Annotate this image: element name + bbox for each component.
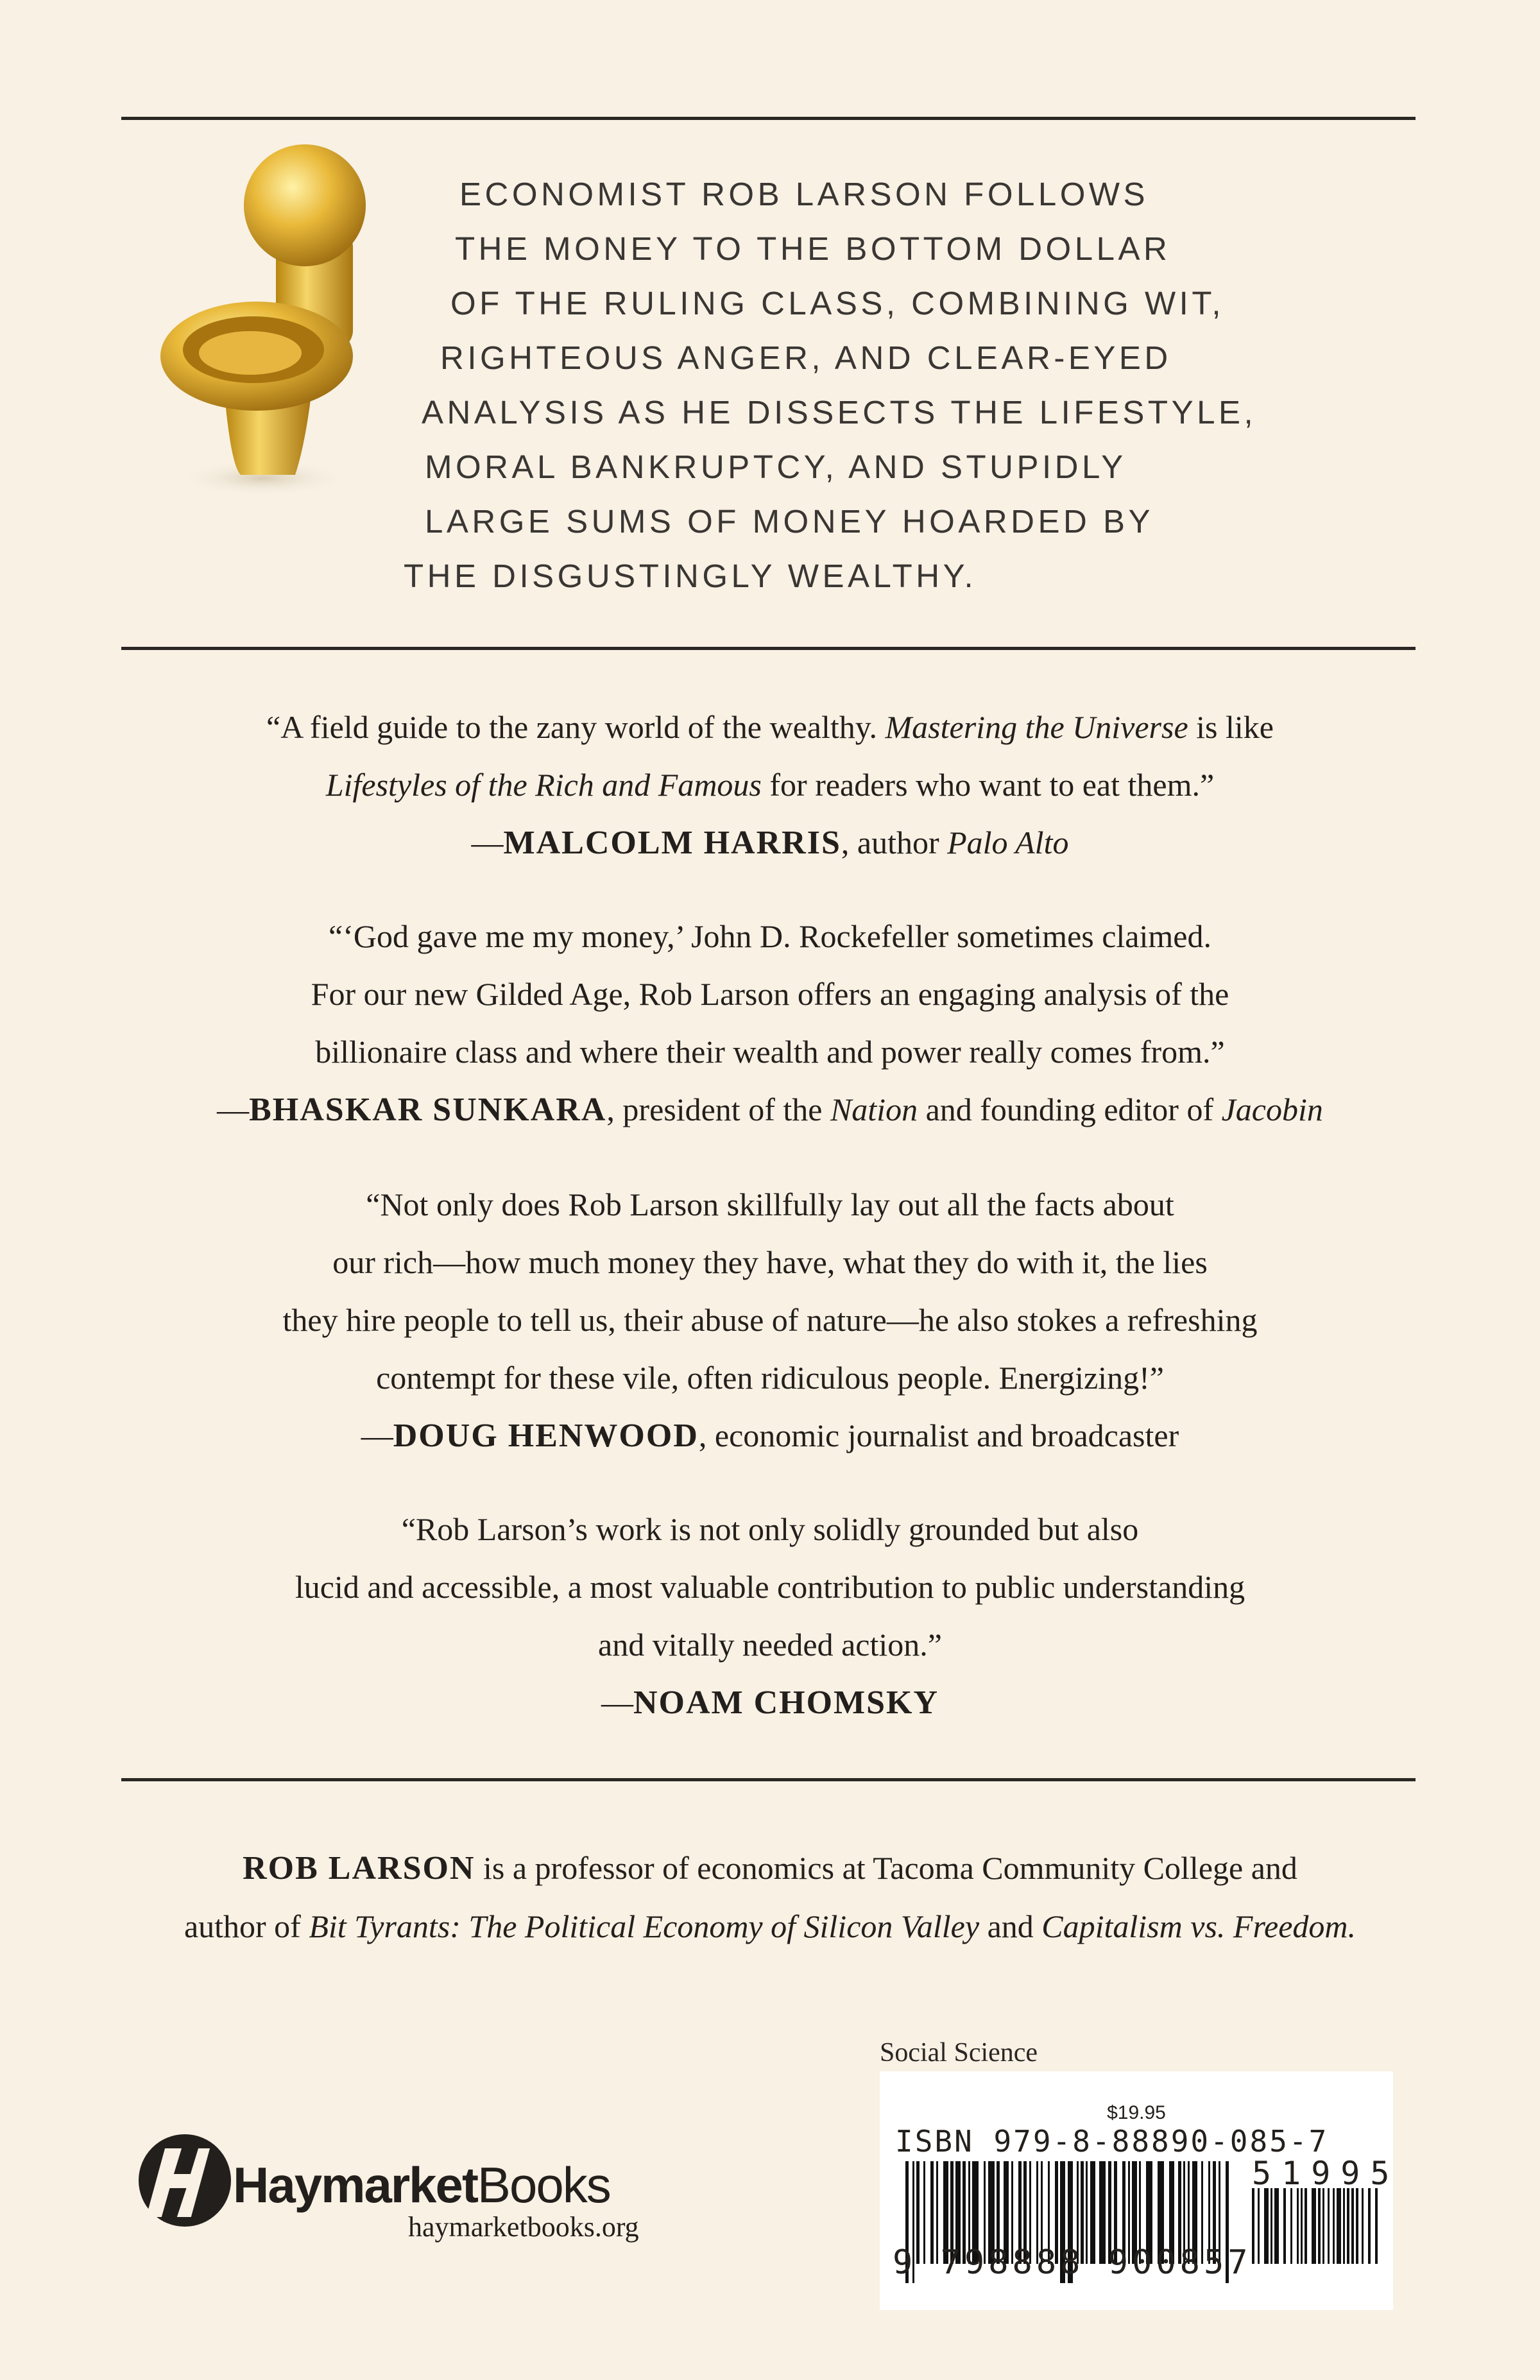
text-segment: — <box>361 1417 393 1453</box>
addon-bar <box>1297 2188 1299 2264</box>
italic-title: Mastering the Universe <box>885 709 1188 745</box>
text-segment: is a professor of economics at Tacoma Community College and <box>475 1850 1297 1886</box>
text-segment: is like <box>1188 709 1274 745</box>
text-segment: our rich—how much money they have, what they do with it, the lies <box>332 1244 1208 1280</box>
author-bio <box>0 1839 1540 1955</box>
addon-bar <box>1301 2188 1303 2264</box>
addon-bar <box>1368 2188 1371 2264</box>
endorsement-noam-chomsky <box>0 1500 1540 1732</box>
attribution-name: DOUG HENWOOD <box>393 1417 699 1454</box>
price: $19.95 <box>1107 2102 1166 2123</box>
text-line <box>0 1500 1540 1558</box>
text-segment: for readers who want to eat them.” <box>761 767 1215 803</box>
bottom-rule <box>121 1778 1416 1781</box>
text-segment: “‘God gave me my money,’ John D. Rockefeller sometimes claimed. <box>329 918 1211 954</box>
text-segment: author of <box>184 1908 309 1944</box>
text-line <box>0 1023 1540 1081</box>
text-segment: — <box>471 825 504 860</box>
blurb-line: MORAL BANKRUPTCY, AND STUPIDLY <box>425 449 1127 485</box>
addon-bar <box>1264 2188 1269 2264</box>
text-line <box>0 1558 1540 1616</box>
publisher-name-bold: Haymarket <box>233 2157 477 2213</box>
endorsement-bhaskar-sunkara <box>0 907 1540 1139</box>
publisher-url: haymarketbooks.org <box>408 2211 639 2243</box>
text-line <box>0 698 1540 756</box>
addon-bar <box>1347 2188 1349 2264</box>
text-line <box>0 1616 1540 1674</box>
text-segment: and vitally needed action.” <box>598 1627 942 1663</box>
italic-title: Nation <box>830 1092 918 1127</box>
attribution-name: BHASKAR SUNKARA <box>249 1092 607 1128</box>
text-segment: and <box>979 1908 1042 1944</box>
italic-title: Palo Alto <box>947 825 1069 860</box>
golden-toilet-image <box>154 144 391 504</box>
blurb-line: THE DISGUSTINGLY WEALTHY. <box>404 558 977 594</box>
blurb-line: ECONOMIST ROB LARSON FOLLOWS <box>459 176 1149 212</box>
addon-bar <box>1337 2188 1341 2264</box>
blurb-line: LARGE SUMS OF MONEY HOARDED BY <box>425 503 1154 540</box>
addon-bar <box>1343 2188 1345 2264</box>
publisher-name <box>233 2156 610 2214</box>
italic-title: Lifestyles of the Rich and Famous <box>325 767 762 803</box>
endorsement-doug-henwood <box>0 1176 1540 1465</box>
category-label: Social Science <box>880 2038 1038 2068</box>
text-line <box>0 1349 1540 1407</box>
top-rule <box>121 117 1416 120</box>
text-segment: “A field guide to the zany world of the wealthy. <box>266 709 886 745</box>
text-line <box>0 1839 1540 1897</box>
ean-digits: 9 798888 900857 <box>893 2243 1252 2282</box>
addon-bar <box>1312 2188 1316 2264</box>
text-line <box>0 965 1540 1023</box>
text-line <box>0 1291 1540 1349</box>
addon-bar <box>1333 2188 1335 2264</box>
text-segment: “Rob Larson’s work is not only solidly grounded but also <box>401 1511 1139 1547</box>
text-segment: , economic journalist and broadcaster <box>698 1417 1179 1453</box>
text-segment: contempt for these vile, often ridiculous people. Energizing!” <box>376 1360 1164 1396</box>
italic-title: Capitalism vs. Freedom. <box>1041 1908 1356 1944</box>
text-segment: “Not only does Rob Larson skillfully lay out all the facts about <box>366 1186 1174 1222</box>
text-segment: lucid and accessible, a most valuable contribution to public understanding <box>295 1569 1245 1605</box>
addon-bar <box>1305 2188 1307 2264</box>
text-segment: they hire people to tell us, their abuse of nature—he also stokes a refreshing <box>282 1302 1258 1338</box>
text-line <box>0 1674 1540 1732</box>
addon-bar <box>1290 2188 1292 2264</box>
text-segment: , president of the <box>606 1092 830 1127</box>
haymarket-h-icon <box>133 2130 236 2233</box>
price-addon-code: 51995 <box>1252 2155 1400 2192</box>
text-segment: and founding editor of <box>918 1092 1222 1127</box>
middle-rule <box>121 647 1416 650</box>
text-line <box>0 1407 1540 1465</box>
addon-bar <box>1270 2188 1272 2264</box>
barcode-label <box>880 2071 1400 2310</box>
publisher-name-light: Books <box>477 2157 610 2213</box>
text-line <box>0 1081 1540 1139</box>
attribution-name: MALCOLM HARRIS <box>503 825 841 861</box>
addon-bar <box>1375 2188 1378 2264</box>
text-segment: — <box>601 1684 633 1720</box>
endorsement-malcolm-harris <box>0 698 1540 872</box>
addon-bar <box>1258 2188 1260 2264</box>
italic-title: Jacobin <box>1221 1092 1323 1127</box>
text-line <box>0 756 1540 814</box>
addon-bar <box>1351 2188 1354 2264</box>
blurb-line: THE MONEY TO THE BOTTOM DOLLAR <box>455 230 1171 267</box>
blurb-line: RIGHTEOUS ANGER, AND CLEAR-EYED <box>440 339 1172 376</box>
attribution-name: ROB LARSON <box>243 1850 475 1887</box>
addon-bar <box>1283 2188 1286 2264</box>
text-line <box>0 1233 1540 1291</box>
isbn: ISBN 979-8-88890-085-7 <box>895 2124 1329 2159</box>
text-segment: — <box>217 1092 250 1127</box>
blurb-line: ANALYSIS AS HE DISSECTS THE LIFESTYLE, <box>422 394 1257 431</box>
text-segment: billionaire class and where their wealth and power really comes from.” <box>315 1034 1225 1070</box>
blurb-line: OF THE RULING CLASS, COMBINING WIT, <box>450 285 1225 321</box>
italic-title: Bit Tyrants: The Political Economy of Silicon Valley <box>309 1908 980 1944</box>
text-segment: For our new Gilded Age, Rob Larson offers an engaging analysis of the <box>311 976 1229 1012</box>
text-segment: , author <box>841 825 948 860</box>
addon-bar <box>1362 2188 1364 2264</box>
addon-bar <box>1252 2188 1254 2264</box>
addon-bar <box>1274 2188 1279 2264</box>
text-line <box>0 814 1540 872</box>
attribution-name: NOAM CHOMSKY <box>633 1684 939 1721</box>
addon-bar <box>1318 2188 1321 2264</box>
addon-bar <box>1356 2188 1358 2264</box>
addon-bar <box>1328 2188 1330 2264</box>
text-line <box>0 1176 1540 1233</box>
addon-bar <box>1322 2188 1324 2264</box>
text-line <box>0 1897 1540 1955</box>
text-line <box>0 907 1540 965</box>
